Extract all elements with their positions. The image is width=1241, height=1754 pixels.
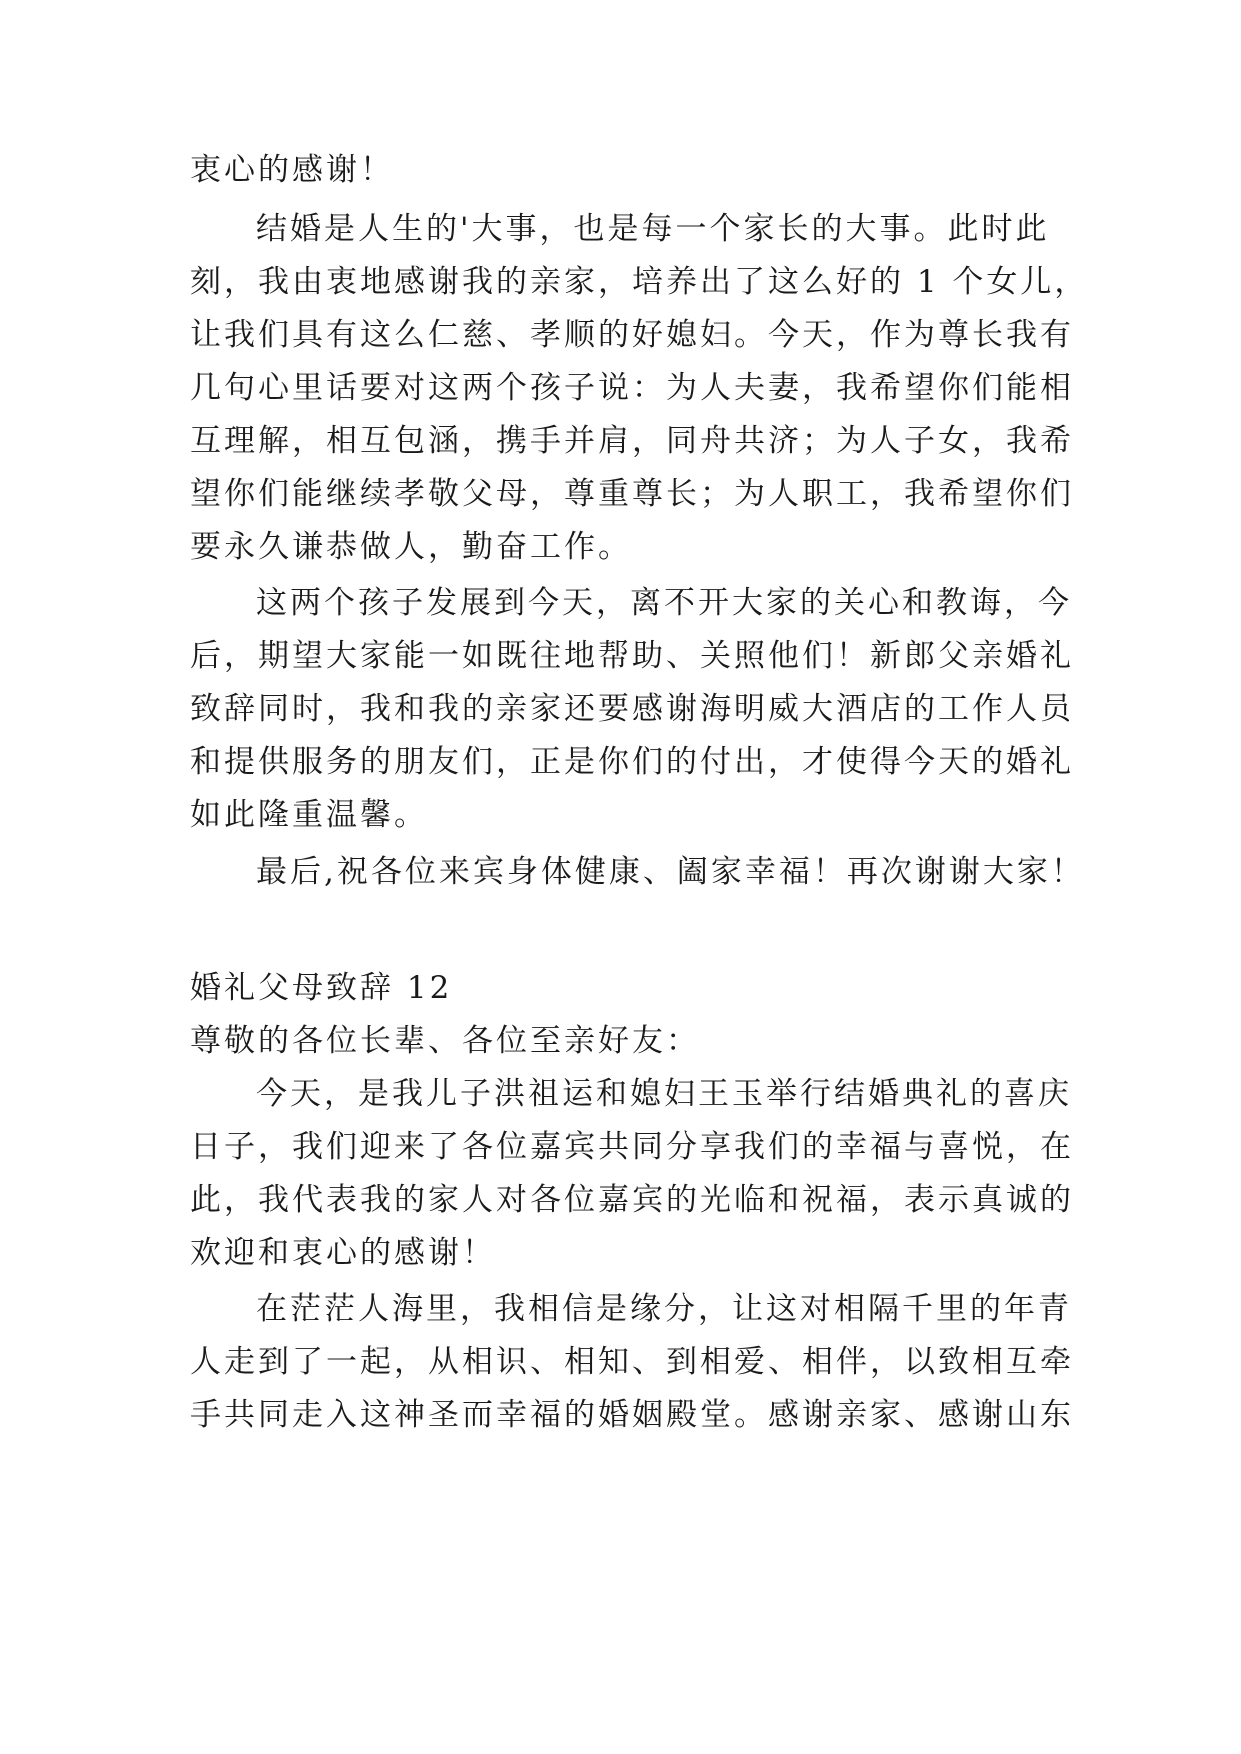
text-line: 和提供服务的朋友们，正是你们的付出，才使得今天的婚礼 [190,744,1074,780]
text-line: 日子，我们迎来了各位嘉宾共同分享我们的幸福与喜悦，在 [190,1129,1074,1165]
text-line: 望你们能继续孝敬父母，尊重尊长；为人职工，我希望你们 [190,476,1074,512]
text-line: 如此隆重温馨。 [190,797,428,833]
text-line: 人走到了一起，从相识、相知、到相爱、相伴，以致相互牵 [190,1344,1074,1380]
text-line: 让我们具有这么仁慈、孝顺的好媳妇。今天，作为尊长我有 [190,317,1074,353]
paragraph-first-line: 结婚是人生的'大事，也是每一个家长的大事。此时此 [256,211,1050,247]
section-heading: 婚礼父母致辞 12 [190,970,453,1006]
text-line: 欢迎和衷心的感谢！ [190,1235,496,1271]
text-line: 几句心里话要对这两个孩子说：为人夫妻，我希望你们能相 [190,370,1074,406]
text-line: 后，期望大家能一如既往地帮助、关照他们！新郎父亲婚礼 [190,638,1074,674]
text-line: 此，我代表我的家人对各位嘉宾的光临和祝福，表示真诚的 [190,1182,1074,1218]
salutation: 尊敬的各位长辈、各位至亲好友： [190,1023,700,1059]
paragraph-first-line: 今天，是我儿子洪祖运和媳妇王玉举行结婚典礼的喜庆 [256,1076,1072,1112]
text-line: 手共同走入这神圣而幸福的婚姻殿堂。感谢亲家、感谢山东 [190,1397,1074,1433]
paragraph-first-line: 最后,祝各位来宾身体健康、阖家幸福！再次谢谢大家！ [256,854,1085,890]
text-line: 要永久谦恭做人，勤奋工作。 [190,529,632,565]
paragraph-first-line: 在茫茫人海里，我相信是缘分，让这对相隔千里的年青 [256,1291,1072,1327]
text-line: 衷心的感谢！ [190,152,394,188]
text-line: 互理解，相互包涵，携手并肩，同舟共济；为人子女，我希 [190,423,1074,459]
text-line: 致辞同时，我和我的亲家还要感谢海明威大酒店的工作人员 [190,691,1074,727]
paragraph-first-line: 这两个孩子发展到今天，离不开大家的关心和教诲，今 [256,585,1072,621]
text-line: 刻，我由衷地感谢我的亲家，培养出了这么好的 1 个女儿， [190,264,1089,300]
